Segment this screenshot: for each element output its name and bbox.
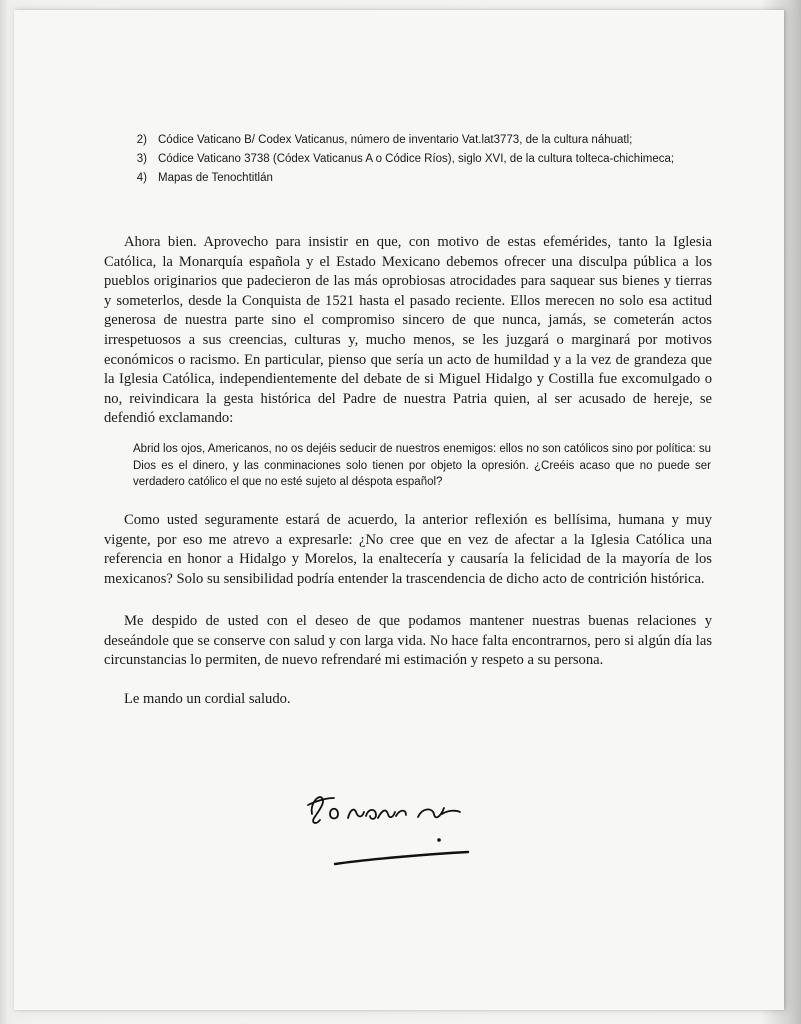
list-item-number: 3) xyxy=(136,153,147,165)
paragraph-farewell: Me despido de usted con el deseo de que podamos mantener nuestras buenas relaciones y deseándole que se conserve con salud y con larga vida. No hace falta encontrarnos, pero si algún día las circunstancias lo permiten, de nuevo refrendaré mi estimación y respeto a su persona. xyxy=(104,613,712,669)
list-item-number: 2) xyxy=(136,134,147,146)
list-item-number: 4) xyxy=(136,172,147,184)
list-item xyxy=(123,132,713,148)
closing-line: Le mando un cordial saludo. xyxy=(124,691,291,707)
list-item xyxy=(123,170,713,186)
list-item-text: Mapas de Tenochtitlán xyxy=(158,172,273,184)
hidalgo-quote: Abrid los ojos, Americanos, no os dejéis seducir de nuestros enemigos: ellos no son católicos sino por política: su Dios es el dinero, y las conminaciones solo tienen por objeto la opresión. ¿Creéis acaso que no puede ser verdadero católico el que no esté sujeto al déspota español? xyxy=(133,443,711,488)
handwritten-signature xyxy=(300,774,500,874)
list-item xyxy=(123,151,713,167)
paragraph-apology: Ahora bien. Aprovecho para insistir en que, con motivo de estas efemérides, tanto la Iglesia Católica, la Monarquía española y el Estado Mexicano debemos ofrecer una disculpa pública a los pueblos originarios que padecieron de las más oprobiosas atrocidades para saquear sus bienes y tierras y someterlos, desde la Conquista de 1521 hasta el pasado reciente. Ellos merecen no solo esa actitud generosa de nuestra parte sino el compromiso sincero de que nunca, jamás, se cometerán actos irrespetuosos a sus creencias, culturas y, mucho menos, se les juzgará o marginará por motivos económicos o racismo. En particular, pienso que sería un acto de humildad y a la vez de grandeza que la Iglesia Católica, independientemente del debate de si Miguel Hidalgo y Costilla fue excomulgado o no, reivindicara la gesta histórica del Padre de nuestra Patria quien, al ser acusado de hereje, se defendió exclamando: xyxy=(104,234,712,427)
paragraph-reflection: Como usted seguramente estará de acuerdo, la anterior reflexión es bellísima, humana y muy vigente, por eso me atrevo a expresarle: ¿No cree que en vez de afectar a la Iglesia Católica una referencia en honor a Hidalgo y Morelos, la enaltecería y causaría la felicidad de la mayoría de los mexicanos? Solo su sensibilidad podría entender la trascendencia de dicho acto de contrición histórica. xyxy=(104,512,712,587)
list-item-text: Códice Vaticano 3738 (Códex Vaticanus A o Códice Ríos), siglo XVI, de la cultura tolteca-chichimeca; xyxy=(158,153,675,165)
letter-page xyxy=(14,10,784,1010)
codex-list xyxy=(123,132,713,189)
list-item-text: Códice Vaticano B/ Codex Vaticanus, número de inventario Vat.lat3773, de la cultura náhuatl; xyxy=(158,134,633,146)
